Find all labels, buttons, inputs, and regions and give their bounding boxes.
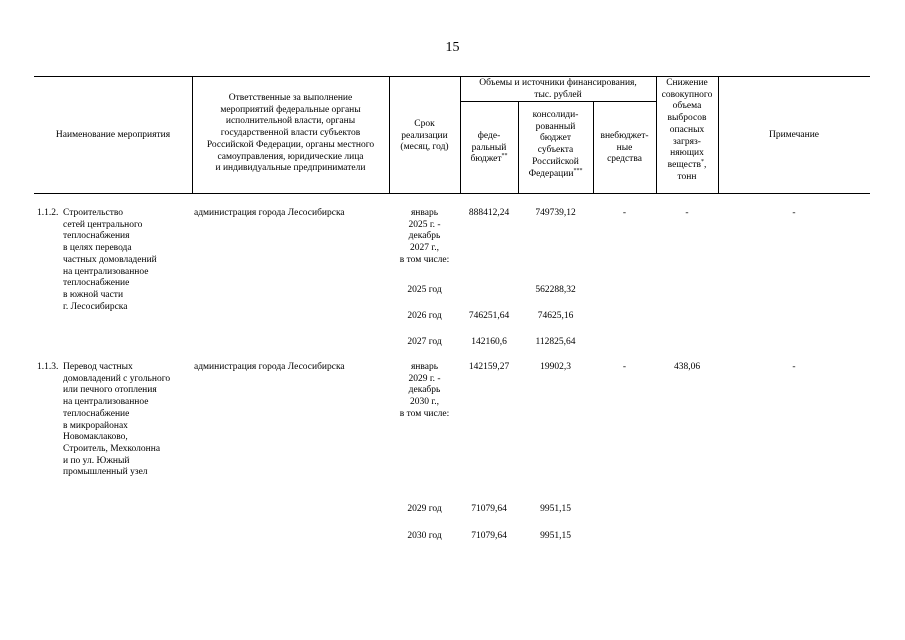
row-reduction: 438,06 bbox=[673, 362, 701, 372]
row-name: Перевод частных домовладений с угольного или печного отопления на централизованное теплоснабжение в микрорайонах Новомаклаково, Строитель, Мехколонна и по ул. Южный промышленный узел bbox=[63, 362, 171, 478]
row-reduction: - bbox=[685, 208, 689, 218]
row-regional: 19902,3 bbox=[540, 362, 571, 372]
sub-regional: 9951,15 bbox=[540, 504, 571, 514]
row-note: - bbox=[792, 362, 796, 372]
row-extra: - bbox=[622, 208, 627, 218]
header-reduction: Снижение совокупного объема выбросов опасных загряз- няющих веществ*, тонн bbox=[661, 78, 713, 182]
row-number: 1.1.2. bbox=[37, 208, 59, 218]
sub-year: 2026 год bbox=[407, 311, 442, 321]
sub-federal: 746251,64 bbox=[468, 311, 510, 321]
page-number: 15 bbox=[445, 40, 460, 55]
row-term: январь 2029 г. - декабрь 2030 г., в том числе: bbox=[399, 362, 450, 419]
sub-year: 2027 год bbox=[407, 337, 442, 347]
header-name: Наименование мероприятия bbox=[55, 130, 171, 140]
header-extra: внебюджет- ные средства bbox=[600, 131, 649, 165]
row-term: январь 2025 г. - декабрь 2027 г., в том числе: bbox=[399, 208, 450, 265]
table-header-bottom-rule bbox=[34, 193, 870, 194]
sub-regional: 112825,64 bbox=[535, 337, 576, 347]
row-responsible: администрация города Лесосибирска bbox=[194, 362, 345, 372]
sub-federal: 142160,6 bbox=[471, 337, 507, 347]
row-number: 1.1.3. bbox=[37, 362, 59, 372]
sub-year: 2029 год bbox=[407, 504, 442, 514]
sub-year: 2030 год bbox=[407, 531, 442, 541]
sub-regional: 74625,16 bbox=[537, 311, 574, 321]
header-note: Примечание bbox=[768, 130, 820, 140]
table-top-rule bbox=[34, 76, 870, 77]
row-regional: 749739,12 bbox=[535, 208, 576, 218]
row-extra: - bbox=[622, 362, 627, 372]
sub-federal: 71079,64 bbox=[471, 504, 507, 514]
header-term: Срок реализации (месяц, год) bbox=[400, 119, 449, 153]
sub-regional: 562288,32 bbox=[535, 285, 576, 295]
header-regional: консолиди- рованный бюджет субъекта Российской Федерации*** bbox=[528, 110, 583, 179]
header-financing: Объемы и источники финансирования, тыс. рублей bbox=[479, 78, 637, 100]
sub-year: 2025 год bbox=[407, 285, 442, 295]
sub-federal: 71079,64 bbox=[471, 531, 507, 541]
header-federal: феде- ральный бюджет** bbox=[470, 131, 508, 165]
row-name: Строительство сетей центрального теплоснабжения в целях перевода частных домовладений на централизованное теплоснабжение в южной части г. Лесосибирска bbox=[63, 208, 157, 312]
row-federal: 888412,24 bbox=[468, 208, 510, 218]
row-note: - bbox=[792, 208, 796, 218]
row-federal: 142159,27 bbox=[468, 362, 510, 372]
header-responsible: Ответственные за выполнение мероприятий федеральные органы исполнительной власти, органы государственной власти субъектов Российской Федерации, органы местного самоуправления, юридические лица и индивидуальные предприниматели bbox=[206, 93, 375, 174]
sub-regional: 9951,15 bbox=[540, 531, 571, 541]
row-responsible: администрация города Лесосибирска bbox=[194, 208, 345, 218]
